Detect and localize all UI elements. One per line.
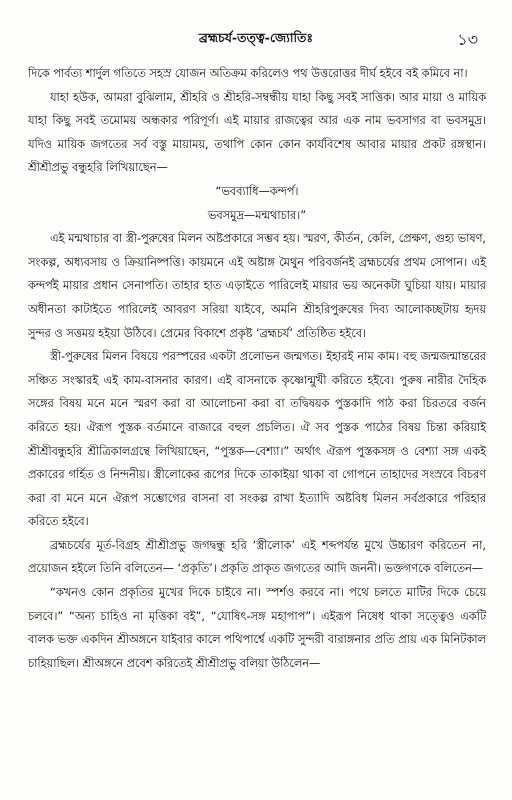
paragraph: “কখনও কোন প্রকৃতির মুখের দিকে চাইবে না। স্পর্শও করবে না। পথে চলতে মাটির দিকে চেয়ে চলবে।” “অন্য চাহিও না মৃত্তিকা বই”, “যোষিৎ-সঙ্গ মহাপাপ”। এইরূপ নিষেধ থাকা সত্ত্বেও একটি বালক ভক্ত একদিন শ্রীঅঙ্গনে যাইবার কালে পথিপার্শ্বে একটি সুন্দরী বারাঙ্গনার প্রতি প্রায় এক মিনিটকাল চাহিয়াছিল। শ্রীঅঙ্গনে প্রবেশ করিতেই শ্রীশ্রীপ্রভু বলিয়া উঠিলেন— xyxy=(28,586,486,670)
paragraph: স্ত্রী-পুরুষের মিলন বিষয়ে পরস্পরের একটা প্রলোভন জন্মগত। ইহারই নাম কাম। বহু জন্মজন্মান্তরের সঞ্চিত সংস্কারই এই কাম-বাসনার কারণ। এই বাসনাকে কৃষ্ণোন্মুখী করিতে হইবে। পুরুষ নারীর দৈহিক সঙ্গের বিষয় মনে মনে স্মরণ করা বা আলোচনা করা বা তদ্বিষয়ক পুস্তকাদি পাঠ করা চিরতরে বর্জন করিতে হয়। ঐরূপ পুস্তক বর্তমানে বাজারে বহুল প্রচলিত। ঐ সব পুস্তক পাঠের বিষয় চিন্তা করিয়াই শ্রীশ্রীবন্ধুহরি শ্রীত্রিকালগ্রন্থে লিখিয়াছেন, “পুস্তক—বেশ্যা।” অর্থাৎ ঐরূপ পুস্তকসঙ্গ ও বেশ্যা সঙ্গ একই প্রকারের গর্হিত ও নিন্দনীয়। স্ত্রীলোকের রূপের দিকে তাকাইয়া থাকা বা গোপনে তাহাদের সংস্রবে বিচরণ করা বা মনে মনে ঐরূপ সম্ভোগের বাসনা বা সংকল্প রাখা ইত্যাদি অষ্টবিধ মিলন সর্বপ্রকারে পরিহার করিতে হইবে। xyxy=(28,350,486,529)
running-title: ব্রহ্মচর্য-তত্ত্ব-জ্যোতিঃ xyxy=(198,30,314,45)
paragraph: এই মন্মথাচার বা স্ত্রী-পুরুষের মিলন অষ্টপ্রকারে সম্ভব হয়। স্মরণ, কীর্তন, কেলি, প্রেক্ষণ, গুহ্য ভাষণ, সংকল্প, অধ্যবসায় ও ক্রিয়ানিষ্পত্তি। কায়মনে এই অষ্টাঙ্গ মৈথুন পরিবর্জনই ব্রহ্মচর্যের প্রথম সোপান। এই কন্দর্পই মায়ার প্রধান সেনাপতি। তাহার হাত এড়াইতে পারিলেই মায়ার ভয় অনেকটা ঘুচিয়া যায়। মায়ার অধীনতা কাটাইতে পারিলেই আবরণ সরিয়া যাইবে, অমনি শ্রীহরিপুরুষের দিব্য আলোকচ্ছটায় হৃদয় সুন্দর ও সত্তময় হইয়া উঠিবে। প্রেমের বিকাশে প্রকৃষ্ট ‘ব্রহ্মচর্য’ প্রতিষ্ঠিত হইবে। xyxy=(28,232,486,340)
quote-line: “ভবব্যাধি—কন্দর্প। xyxy=(215,184,299,198)
paragraph-continuation: দিকে পার্বত্য শার্দুল গতিতে সহস্র যোজন অতিক্রম করিলেও পথ উত্তরোত্তর দীর্ঘ হইবে বই কমিবে না। xyxy=(28,67,468,80)
body-text xyxy=(28,62,486,675)
paragraph: যাহা হউক, আমরা বুঝিলাম, শ্রীহরি ও শ্রীহরি-সম্বন্ধীয় যাহা কিছু সবই সাত্তিক। আর মায়া ও মায়িক যাহা কিছু সবই তমোময় অন্ধকার পরিপূর্ণ। এই মায়ার রাজত্বের আর এক নাম ভবসাগর বা ভবসমুদ্র। যদিও মায়িক জগতের সর্ব বস্তু মায়াময়, তথাপি কোন কোন কার্যবিশেষ আবার মায়ার প্রকট রঙ্গস্থান। শ্রীশ্রীপ্রভু বন্ধুহরি লিখিয়াছেন— xyxy=(28,90,486,175)
page-header xyxy=(30,27,482,49)
page-number: ১৩ xyxy=(457,30,478,49)
quote-line: ভবসমুদ্র—মন্মথাচার।” xyxy=(207,208,307,222)
paragraph: ব্রহ্মচর্যের মূর্ত-বিগ্রহ শ্রীশ্রীপ্রভু জগদ্বন্ধু হরি ‘স্ত্রীলোক’ এই শব্দপর্যন্ত মুখে উচ্চারণ করিতেন না, প্রয়োজন হইলে তিনি বলিতেন— ‘প্রকৃতি’। প্রকৃতি প্রাকৃত জগতের আদি জননী। ভক্তগণকে বলিতেন— xyxy=(28,538,486,576)
